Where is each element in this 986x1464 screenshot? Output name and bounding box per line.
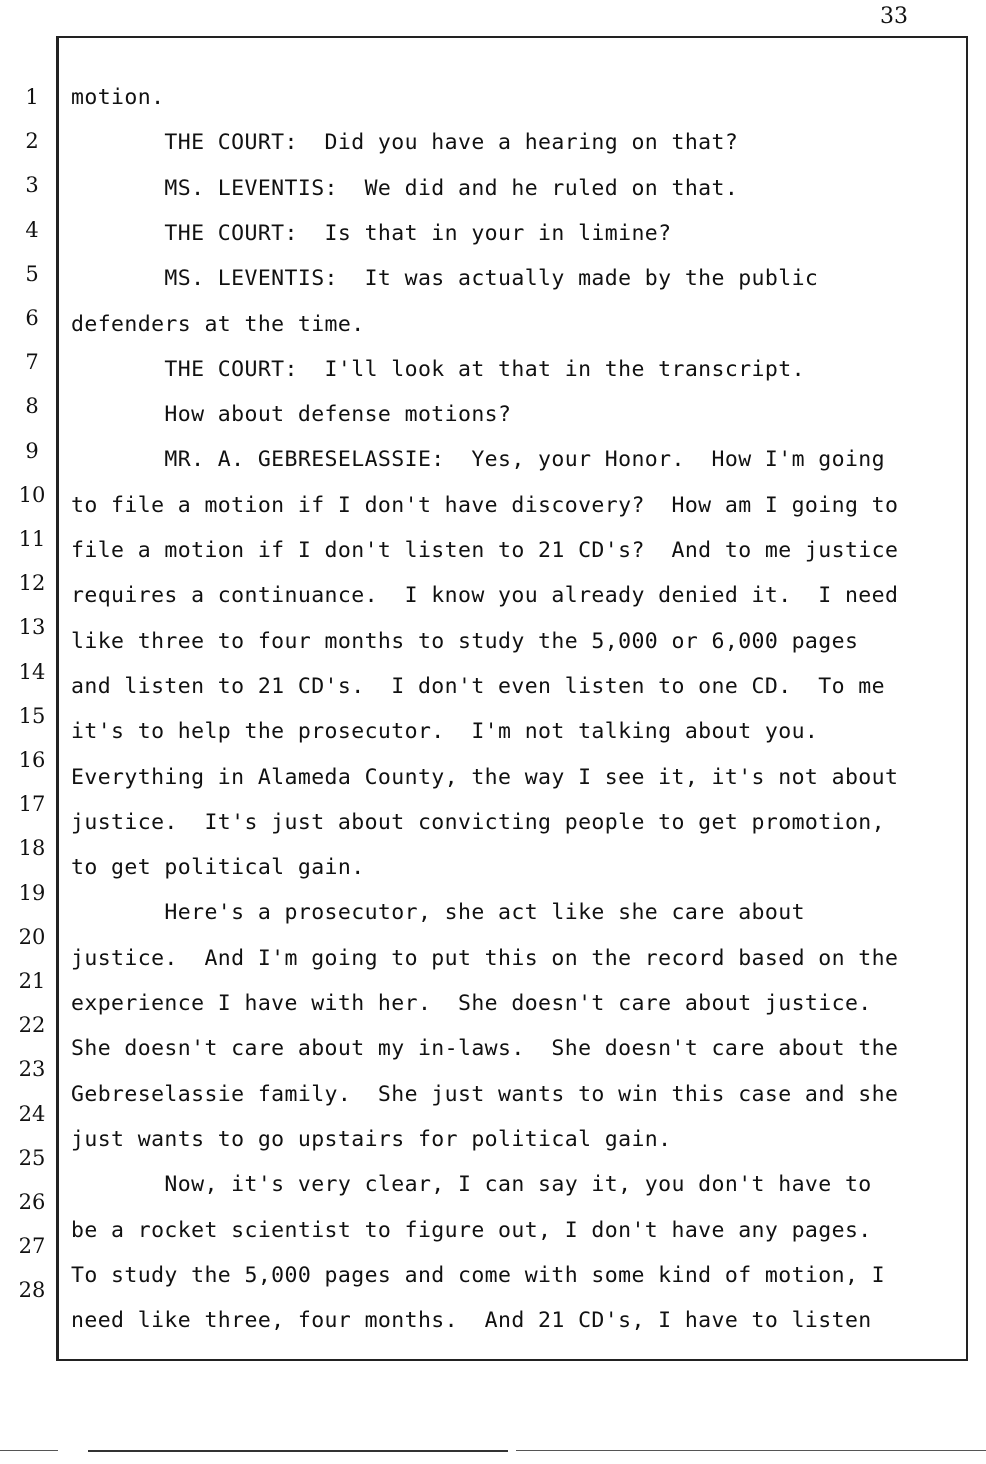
line-number: 19	[18, 880, 46, 905]
line-number: 23	[18, 1057, 46, 1082]
line-number: 6	[25, 306, 39, 330]
line-number: 12	[18, 571, 46, 596]
transcript-line: THE COURT: Did you have a hearing on that?	[71, 130, 739, 156]
transcript-line: just wants to go upstairs for political gain.	[71, 1126, 672, 1152]
transcript-line: defenders at the time.	[71, 311, 365, 337]
transcript-line: justice. And I'm going to put this on the record based on the	[71, 945, 899, 971]
line-number: 1	[25, 85, 39, 109]
transcript-line: THE COURT: I'll look at that in the transcript.	[71, 356, 805, 382]
transcript-line: experience I have with her. She doesn't care about justice.	[71, 991, 872, 1016]
transcript-line: be a rocket scientist to figure out, I don't have any pages.	[71, 1217, 872, 1243]
transcript-line: and listen to 21 CD's. I don't even listen to one CD. To me	[71, 673, 885, 699]
footer-rule-left	[0, 1450, 58, 1451]
line-number: 13	[18, 615, 46, 640]
transcript-line: Here's a prosecutor, she act like she care about	[71, 900, 805, 926]
transcript-line: like three to four months to study the 5,000 or 6,000 pages	[71, 628, 859, 654]
transcript-line: MR. A. GEBRESELASSIE: Yes, your Honor. How I'm going	[71, 447, 885, 473]
footer-rule-right	[516, 1450, 986, 1451]
line-number: 27	[18, 1234, 46, 1259]
transcript-line: Gebreselassie family. She just wants to win this case and she	[71, 1081, 899, 1107]
transcript-line: need like three, four months. And 21 CD's, I have to listen	[71, 1308, 872, 1334]
line-number: 25	[18, 1145, 46, 1170]
line-number: 16	[18, 748, 46, 772]
line-number: 17	[18, 792, 46, 817]
transcript-line: Now, it's very clear, I can say it, you don't have to	[71, 1172, 872, 1198]
transcript-line: motion.	[71, 85, 165, 110]
transcript-line: How about defense motions?	[71, 402, 512, 428]
transcript-line: She doesn't care about my in-laws. She doesn't care about the	[71, 1036, 899, 1062]
line-number: 21	[18, 969, 46, 993]
transcript-line: requires a continuance. I know you already denied it. I need	[71, 583, 899, 609]
line-number: 3	[25, 173, 39, 198]
transcript-line: Everything in Alameda County, the way I see it, it's not about	[71, 764, 899, 790]
line-number: 24	[18, 1101, 46, 1126]
line-number: 18	[18, 836, 46, 861]
line-number: 20	[18, 924, 46, 949]
line-number: 15	[18, 703, 46, 728]
transcript-line: MS. LEVENTIS: It was actually made by the public	[71, 266, 819, 292]
page-number: 33	[880, 4, 908, 29]
transcript-line: to get political gain.	[71, 855, 365, 881]
line-number: 10	[18, 482, 46, 507]
line-number: 2	[25, 129, 39, 154]
line-number: 22	[18, 1013, 46, 1038]
transcript-line: to file a motion if I don't have discovery? How am I going to	[71, 492, 899, 518]
transcript-line: justice. It's just about convicting people to get promotion,	[71, 809, 885, 835]
line-number: 26	[18, 1190, 46, 1214]
line-number: 5	[25, 261, 39, 286]
line-number: 7	[25, 350, 39, 375]
transcript-line: THE COURT: Is that in your in limine?	[71, 220, 672, 246]
line-number: 28	[18, 1278, 46, 1303]
footer-rule-center	[88, 1450, 508, 1452]
transcript-line: To study the 5,000 pages and come with some kind of motion, I	[71, 1262, 885, 1288]
transcript-line: MS. LEVENTIS: We did and he ruled on that.	[71, 175, 739, 201]
line-number: 4	[25, 217, 39, 242]
transcript-line: it's to help the prosecutor. I'm not talking about you.	[71, 719, 819, 745]
line-number: 9	[25, 438, 39, 463]
line-number: 8	[25, 394, 39, 419]
line-number: 11	[18, 527, 46, 551]
transcript-line: file a motion if I don't listen to 21 CD's? And to me justice	[71, 538, 899, 563]
line-number: 14	[18, 659, 46, 684]
